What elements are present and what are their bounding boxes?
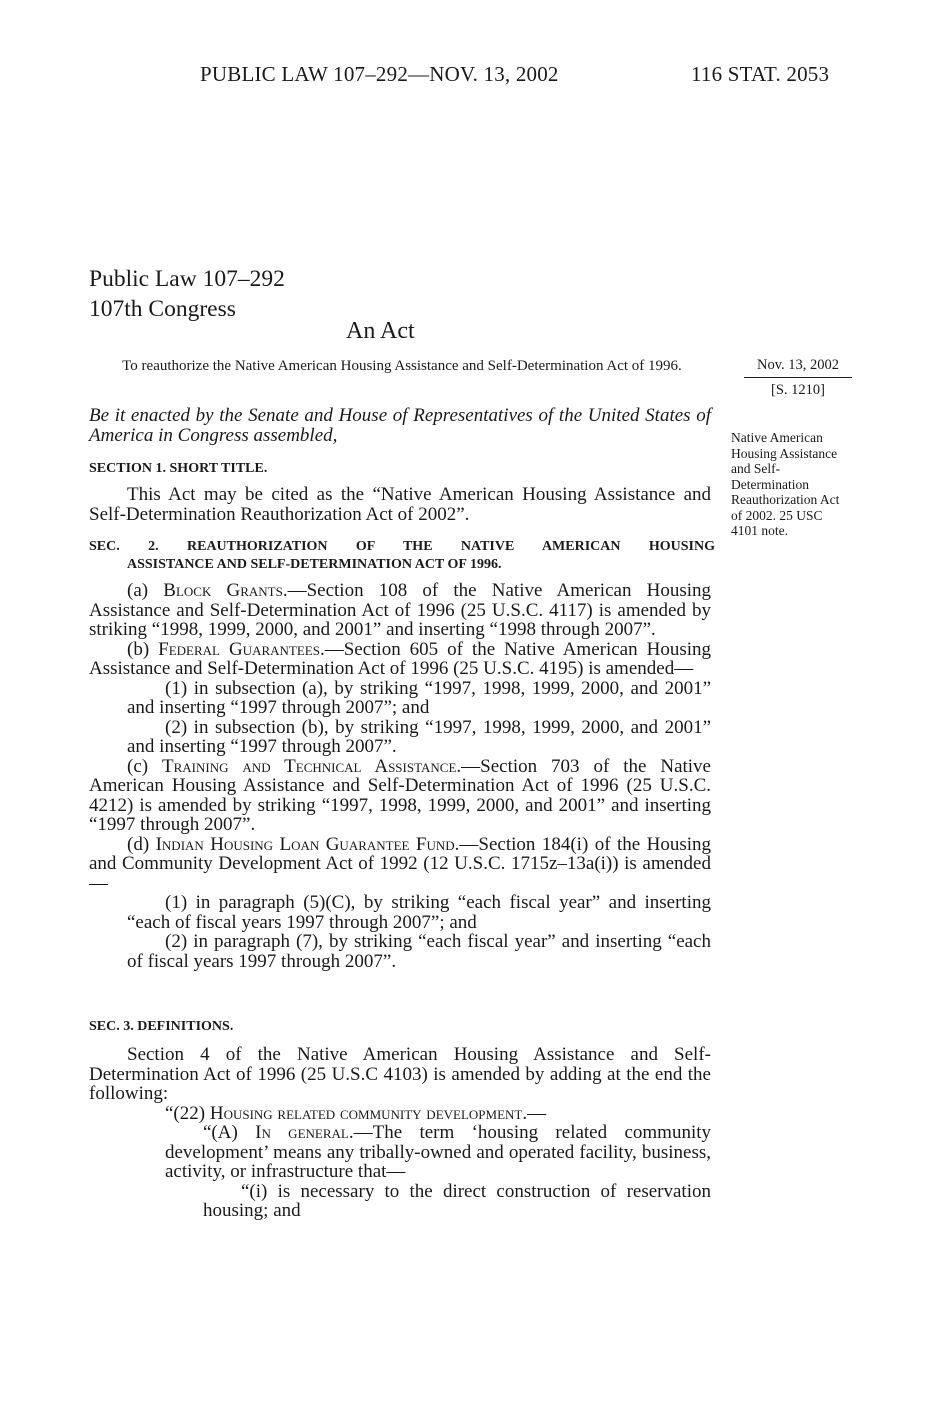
subparagraph-a: “(A) In general.—The term ‘housing related community development’ means any tribally-owned and operated facility, business, activity, or infrastructure that—	[165, 1122, 711, 1182]
subsection-d-paragraph-2: (2) in paragraph (7), by striking “each fiscal year” and inserting “each of fiscal years 1997 through 2007”.	[127, 931, 711, 972]
section-3-heading: SEC. 3. DEFINITIONS.	[89, 1019, 234, 1034]
enacting-clause: Be it enacted by the Senate and House of Representatives of the United States of America in Congress assembled,	[89, 405, 711, 446]
subsection-b-paragraph-2: (2) in subsection (b), by striking “1997, 1998, 1999, 2000, and 2001” and inserting “1997 through 2007”.	[127, 716, 711, 757]
subsection-b-title: Federal Guarantees.	[158, 638, 325, 660]
section-1-heading: SECTION 1. SHORT TITLE.	[89, 461, 268, 476]
subsection-b-paragraph-1: (1) in subsection (a), by striking “1997, 1998, 1999, 2000, and 2001” and inserting “1997 through 2007”; and	[127, 677, 711, 718]
subsection-d-title: Indian Housing Loan Guarantee Fund.	[155, 833, 460, 855]
margin-bill-number: [S. 1210]	[771, 382, 825, 398]
paragraph-22: “(22) Housing related community development.—	[165, 1102, 547, 1124]
public-law-number: Public Law 107–292	[89, 266, 285, 292]
section-2-heading-line-2: ASSISTANCE AND SELF-DETERMINATION ACT OF 1996.	[127, 557, 502, 572]
section-2-body	[89, 581, 711, 971]
section-1-text	[89, 485, 711, 524]
subsection-d-paragraph-1: (1) in paragraph (5)(C), by striking “each fiscal year” and inserting “each of fiscal years 1997 through 2007”; and	[127, 892, 711, 933]
running-header-left: PUBLIC LAW 107–292—NOV. 13, 2002	[200, 62, 559, 86]
subsection-c: (c) Training and Technical Assistance.—Section 703 of the Native American Housing Assistance and Self-Determination Act of 1996 (25 U.S.C. 4212) is amended by striking “1997, 1998, 1999, 2000, and 2001” and inserting “1997 through 2007”.	[89, 755, 711, 835]
section-2-heading-line-1: SEC. 2. REAUTHORIZATION OF THE NATIVE AMERICAN HOUSING	[89, 539, 715, 554]
margin-note: Native American Housing Assistance and Self-Determination Reauthorization Act of 2002. 25 USC 4101 note.	[731, 430, 840, 538]
subsection-c-title: Training and Technical Assistance.	[162, 755, 462, 777]
subparagraph-a-title: In general.	[255, 1122, 354, 1143]
subsection-a-title: Block Grants.	[163, 580, 288, 601]
section-3-intro: Section 4 of the Native American Housing Assistance and Self-Determination Act of 1996 (25 U.S.C 4103) is amended by adding at the end the following:	[89, 1044, 711, 1104]
purpose-statement: To reauthorize the Native American Housing Assistance and Self-Determination Act of 1996.	[122, 358, 682, 374]
section-3-body	[89, 1045, 711, 1221]
margin-rule	[744, 377, 852, 378]
congress-number: 107th Congress	[89, 296, 236, 322]
title-block	[89, 264, 285, 324]
running-header-page: 116 STAT. 2053	[691, 62, 830, 86]
clause-i: “(i) is necessary to the direct construction of reservation housing; and	[203, 1180, 711, 1221]
an-act-heading: An Act	[346, 318, 415, 344]
subsection-a: (a) Block Grants.—Section 108 of the Native American Housing Assistance and Self-Determination Act of 1996 (25 U.S.C. 4117) is amended by striking “1998, 1999, 2000, and 2001” and inserting “1998 through 2007”.	[89, 580, 712, 640]
margin-date: Nov. 13, 2002	[756, 357, 840, 373]
subsection-b: (b) Federal Guarantees.—Section 605 of the Native American Housing Assistance and Self-Determination Act of 1996 (25 U.S.C. 4195) is amended—	[89, 638, 711, 679]
paragraph-22-title: Housing related community development.	[209, 1102, 528, 1124]
short-title-paragraph: This Act may be cited as the “Native American Housing Assistance and Self-Determination Reauthorization Act of 2002”.	[89, 484, 711, 525]
section-2-heading	[89, 538, 715, 574]
subsection-d: (d) Indian Housing Loan Guarantee Fund.—Section 184(i) of the Housing and Community Development Act of 1992 (12 U.S.C. 1715z–13a(i)) is amended—	[89, 833, 712, 894]
